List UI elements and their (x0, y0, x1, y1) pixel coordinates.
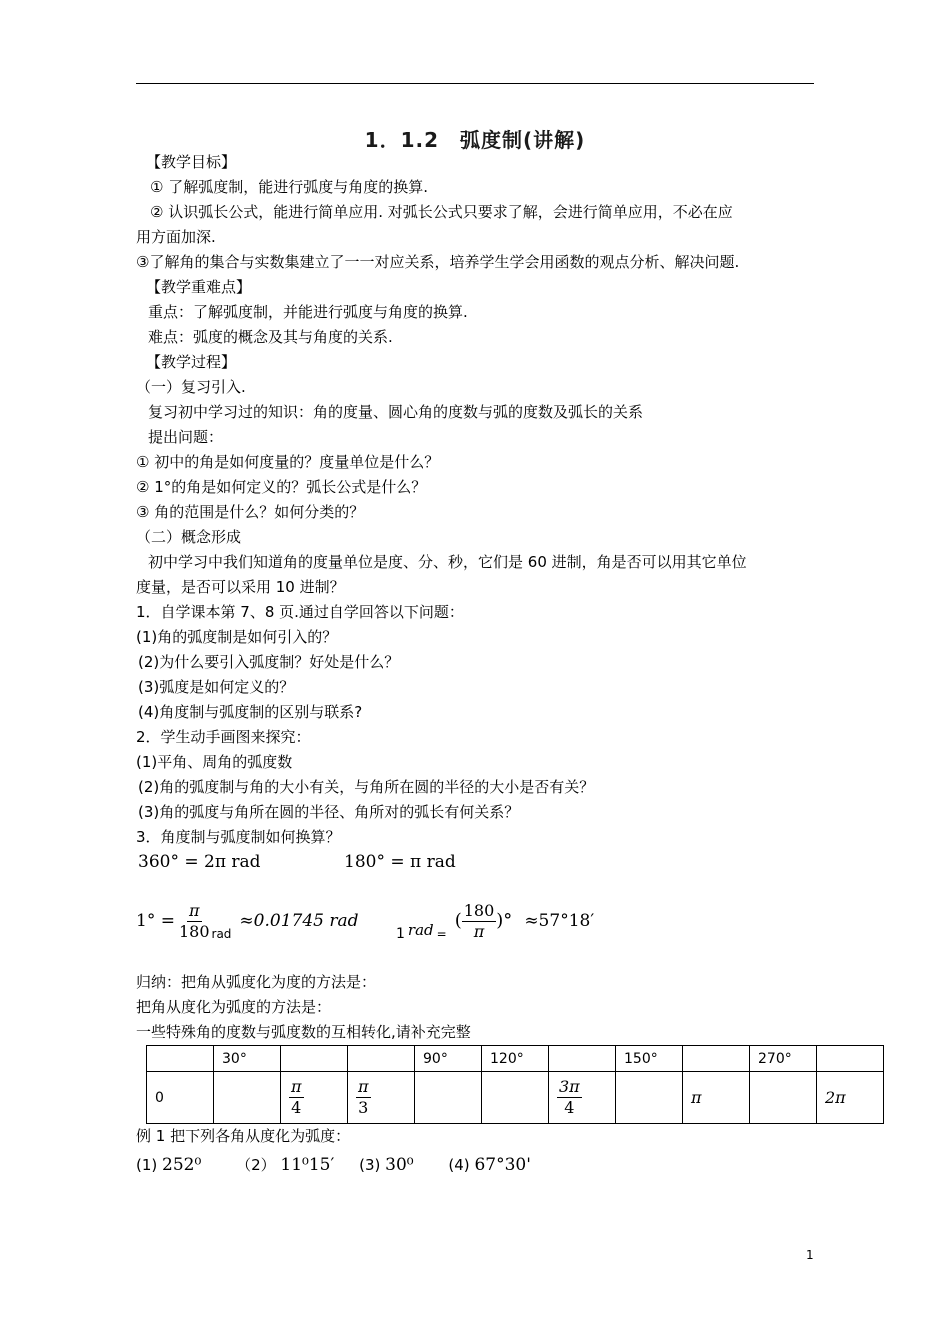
objective-3: ③了解角的集合与实数集建立了一一对应关系，培养学生学会用函数的观点分析、解决问题. (136, 253, 740, 271)
process-heading: 【教学过程】 (146, 353, 237, 371)
step-1-question-2: (2)为什么要引入弧度制？好处是什么？ (138, 653, 400, 671)
step-2: 2．学生动手画图来探究： (136, 728, 311, 746)
table-cell: 150° (616, 1046, 683, 1072)
formula-unit-rad: rad (211, 927, 232, 941)
table-cell (817, 1046, 884, 1072)
fraction-denominator: 4 (291, 1098, 302, 1117)
table-cell: 0 (147, 1072, 214, 1124)
formula-one-radian-rad: rad (407, 921, 434, 939)
page-number: 1 (806, 1248, 814, 1262)
fraction (289, 1077, 304, 1118)
table-cell: 120° (482, 1046, 549, 1072)
fraction-denominator: 3 (358, 1098, 369, 1117)
keypoints-heading: 【教学重难点】 (146, 278, 252, 296)
step-2-question-2: (2)角的弧度制与角的大小有关，与角所在圆的半径的大小是否有关？ (138, 778, 595, 796)
problem-1-value: 252⁰ (162, 1155, 202, 1175)
table-cell (214, 1072, 281, 1124)
step-1-question-4: (4)角度制与弧度制的区别与联系? (138, 703, 363, 721)
objective-2b: 用方面加深. (136, 228, 216, 246)
formula-one-degree-left: 1° = (136, 911, 175, 931)
angle-conversion-table (146, 1045, 884, 1124)
problem-1-label: (1) (136, 1156, 158, 1174)
table-cell: 30° (214, 1046, 281, 1072)
summary-line-3: 一些特殊角的度数与弧度数的互相转化,请补充完整 (136, 1023, 471, 1041)
page-title: 1．1.2 弧度制(讲解) (364, 128, 586, 152)
table-cell (348, 1046, 415, 1072)
fraction-numerator: π (358, 1077, 369, 1096)
table-cell (683, 1046, 750, 1072)
table-cell (348, 1072, 415, 1124)
objective-1: ① 了解弧度制，能进行弧度与角度的换算. (150, 178, 428, 196)
section-2-heading: （二）概念形成 (136, 528, 242, 546)
fraction-numerator: 180 (463, 900, 495, 920)
problem-3-value: 30⁰ (385, 1155, 414, 1175)
problem-2-value: 11⁰15′ (280, 1155, 335, 1175)
header-rule (136, 83, 814, 84)
table-cell (281, 1072, 348, 1124)
step-1-question-1: (1)角的弧度制是如何引入的？ (136, 628, 338, 646)
problem-3-label: (3) (359, 1156, 381, 1174)
table-cell: π (683, 1072, 750, 1124)
intro-text-a: 初中学习中我们知道角的度量单位是度、分、秒，它们是 60 进制，角是否可以用其它单位 (148, 553, 747, 571)
section-1-heading: （一）复习引入. (136, 378, 246, 396)
table-cell (750, 1072, 817, 1124)
formula-one-degree (136, 898, 359, 944)
formula-one-radian-equals: = (436, 927, 447, 941)
example-1-heading: 例 1 把下列各角从度化为弧度： (136, 1127, 351, 1145)
fraction (557, 1077, 582, 1118)
review-text: 复习初中学习过的知识：角的度量、圆心角的度数与弧的度数及弧长的关系 (148, 403, 644, 421)
fraction-numerator: 3π (559, 1077, 580, 1096)
example-1-problems (136, 1155, 531, 1175)
table-cell: 2π (817, 1072, 884, 1124)
fraction-denominator: π (473, 921, 485, 941)
table-cell (549, 1046, 616, 1072)
formula-one-degree-fraction (179, 901, 210, 942)
formula-one-degree-approx: ≈0.01745 rad (239, 911, 359, 931)
problem-4-label: (4) (448, 1156, 470, 1174)
keypoint-focus: 重点：了解弧度制，并能进行弧度与角度的换算. (148, 303, 468, 321)
table-row-radians (147, 1072, 884, 1124)
step-1-question-3: (3)弧度是如何定义的？ (138, 678, 295, 696)
table-cell (281, 1046, 348, 1072)
step-3: 3．角度制与弧度制如何换算？ (136, 828, 341, 846)
fraction-numerator: π (291, 1077, 302, 1096)
table-cell (482, 1072, 549, 1124)
question-2: ② 1°的角是如何定义的？弧长公式是什么？ (136, 478, 427, 496)
formula-one-radian-fraction (462, 901, 497, 942)
fraction (356, 1077, 371, 1118)
formula-360-degrees: 360° = 2π rad (138, 852, 261, 872)
table-cell (147, 1046, 214, 1072)
fraction-numerator: π (188, 900, 200, 920)
objectives-heading: 【教学目标】 (146, 153, 237, 171)
question-1: ① 初中的角是如何度量的？度量单位是什么？ (136, 453, 440, 471)
problem-2-label: （2） (236, 1156, 276, 1174)
formula-one-radian (396, 898, 594, 944)
step-1: 1．自学课本第 7、8 页.通过自学回答以下问题： (136, 603, 464, 621)
table-cell: 90° (415, 1046, 482, 1072)
table-cell: 270° (750, 1046, 817, 1072)
objective-2a: ② 认识弧长公式，能进行简单应用. 对弧长公式只要求了解，会进行简单应用，不必在应 (150, 203, 733, 221)
formula-one-radian-left: 1 (396, 926, 405, 942)
summary-line-1: 归纳：把角从弧度化为度的方法是： (136, 973, 377, 991)
table-cell (616, 1072, 683, 1124)
table-cell (549, 1072, 616, 1124)
step-2-question-1: (1)平角、周角的弧度数 (136, 753, 293, 771)
problem-4-value: 67°30' (474, 1155, 531, 1175)
step-2-question-3: (3)角的弧度与角所在圆的半径、角所对的弧长有何关系？ (138, 803, 520, 821)
keypoint-difficulty: 难点：弧度的概念及其与角度的关系. (148, 328, 393, 346)
formula-180-degrees: 180° = π rad (344, 852, 456, 872)
fraction-denominator: 180 (178, 921, 210, 941)
fraction-denominator: 4 (564, 1098, 575, 1117)
summary-line-2: 把角从度化为弧度的方法是： (136, 998, 332, 1016)
paren-close: )° (496, 910, 513, 931)
ask-text: 提出问题： (148, 428, 224, 446)
intro-text-b: 度量，是否可以采用 10 进制？ (136, 578, 345, 596)
table-cell (415, 1072, 482, 1124)
question-3: ③ 角的范围是什么？如何分类的？ (136, 503, 365, 521)
table-row-degrees (147, 1046, 884, 1072)
formula-one-radian-approx: ≈57°18′ (524, 911, 595, 931)
paren-open: ( (454, 910, 462, 931)
